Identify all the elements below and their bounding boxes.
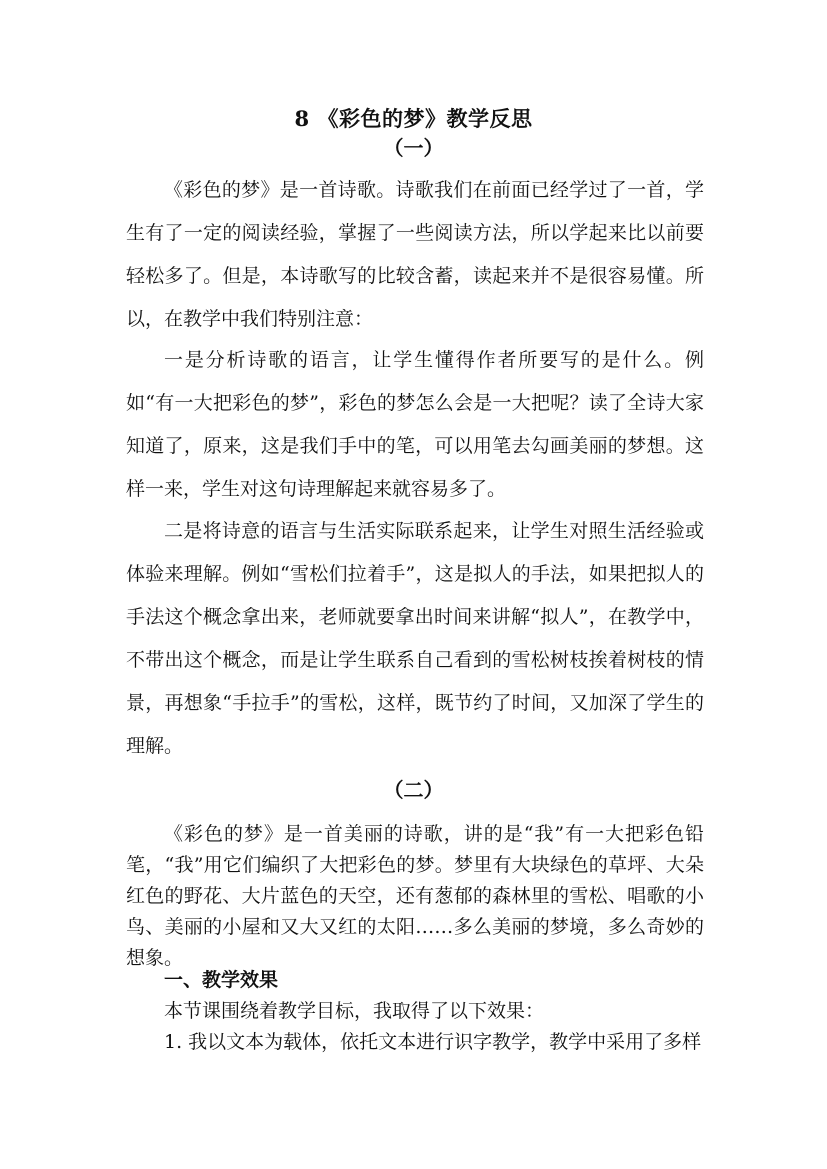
section-2-paragraph: 《彩色的梦》是一首美丽的诗歌，讲的是“我”有一大把彩色铅笔，“我”用它们编织了大把彩色的梦。梦里有大块绿色的草坪、大朵红色的野花、大片蓝色的天空，还有葱郁的森林里的雪松、唱歌的小鸟、美丽的小屋和又大又红的太阳……多么美丽的梦境，多么奇妙的想象。 <box>126 823 704 969</box>
section-1-paragraph-1: 《彩色的梦》是一首诗歌。诗歌我们在前面已经学过了一首，学生有了一定的阅读经验，掌握了一些阅读方法，所以学起来比以前要轻松多了。但是，本诗歌写的比较含蓄，读起来并不是很容易懂。所以，在教学中我们特别注意： <box>126 179 704 330</box>
teaching-effect-intro: 本节课围绕着教学目标，我取得了以下效果： <box>164 1000 545 1022</box>
section-1-heading: （一） <box>383 136 444 160</box>
document-title: 8 《彩色的梦》教学反思 <box>294 106 533 131</box>
teaching-effect-item-1: 1. 我以文本为载体，依托文本进行识字教学，教学中采用了多样 <box>164 1031 702 1053</box>
teaching-effect-heading: 一、教学效果 <box>164 969 279 991</box>
section-2-heading: （二） <box>383 778 444 802</box>
section-1-paragraph-2: 一是分析诗歌的语言，让学生懂得作者所要写的是什么。例如“有一大把彩色的梦”，彩色的梦怎么会是一大把呢？读了全诗大家知道了，原来，这是我们手中的笔，可以用笔去勾画美丽的梦想。这样一来，学生对这句诗理解起来就容易多了。 <box>126 349 704 500</box>
section-1-paragraph-3: 二是将诗意的语言与生活实际联系起来，让学生对照生活经验或体验来理解。例如“雪松们拉着手”，这是拟人的手法，如果把拟人的手法这个概念拿出来，老师就要拿出时间来讲解“拟人”，在教学中，不带出这个概念，而是让学生联系自己看到的雪松树枝挨着树枝的情景，再想象“手拉手”的雪松，这样，既节约了时间，又加深了学生的理解。 <box>126 520 704 757</box>
